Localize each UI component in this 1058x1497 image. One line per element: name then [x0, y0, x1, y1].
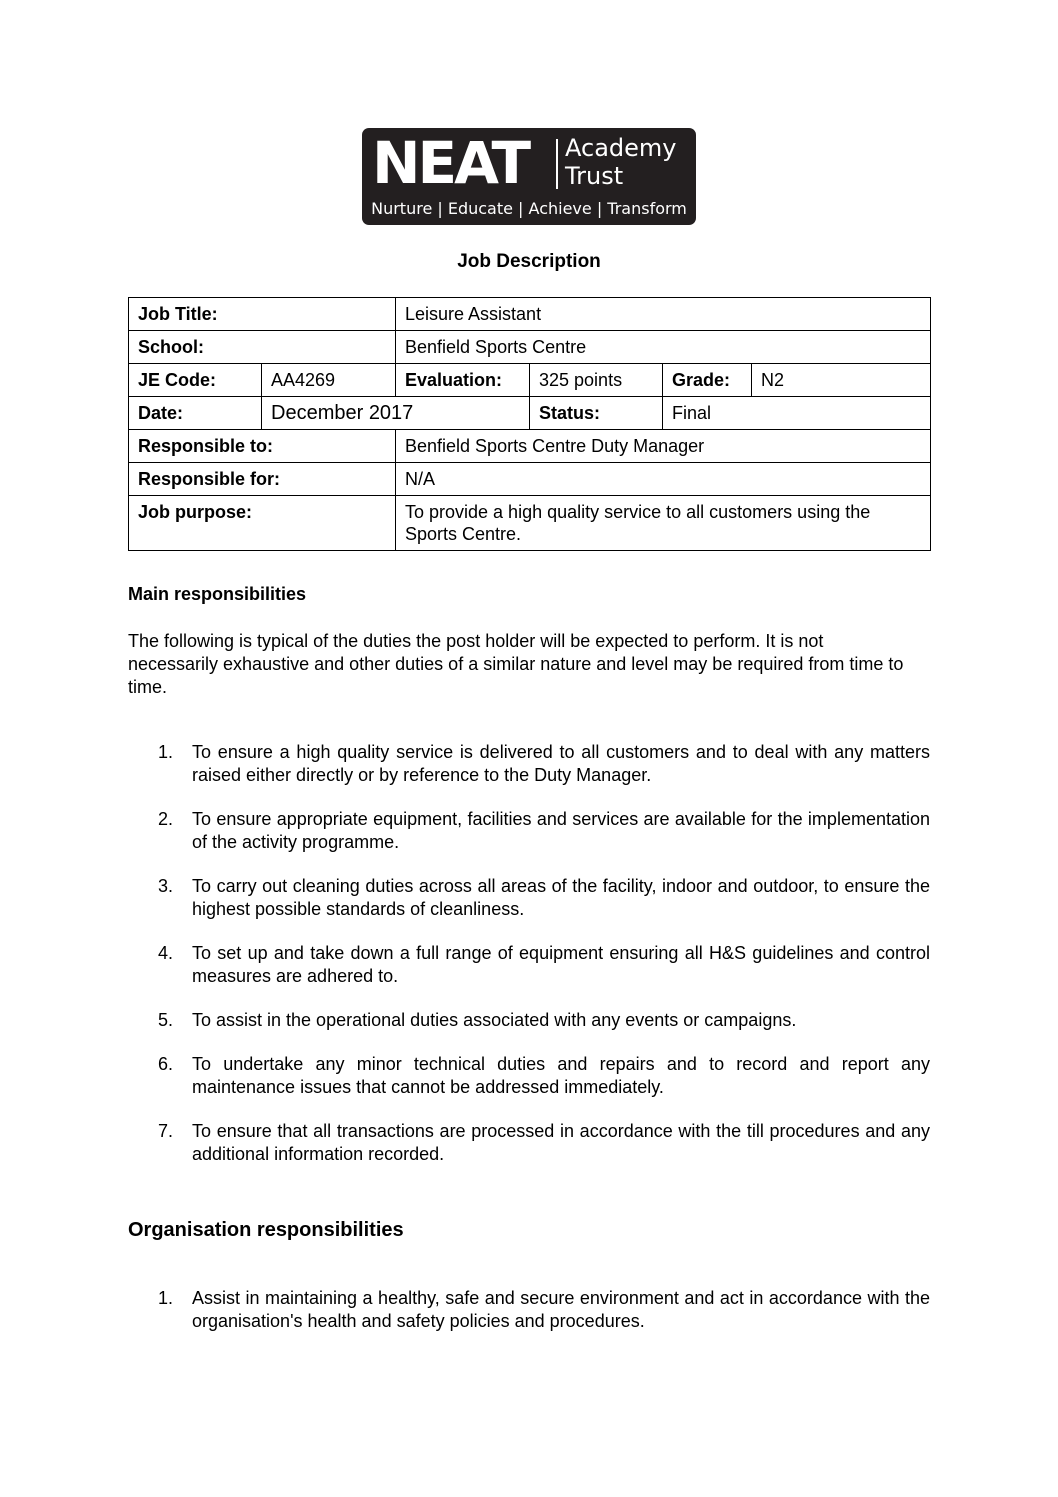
- responsible-to-label: Responsible to:: [129, 430, 396, 463]
- list-item-text: Assist in maintaining a healthy, safe and secure environment and act in accordance with the organisation's health and safety policies and procedures.: [192, 1288, 930, 1331]
- list-item: [128, 1120, 930, 1166]
- school-label: School:: [129, 331, 396, 364]
- job-purpose-value: To provide a high quality service to all customers using the Sports Centre.: [396, 496, 931, 551]
- list-item-text: To carry out cleaning duties across all areas of the facility, indoor and outdoor, to ensure the highest possible standards of cleanliness.: [192, 876, 930, 919]
- school-value: Benfield Sports Centre: [396, 331, 931, 364]
- job-purpose-label: Job purpose:: [129, 496, 396, 551]
- main-responsibilities-heading: Main responsibilities: [128, 584, 307, 604]
- list-item-text: To assist in the operational duties associated with any events or campaigns.: [192, 1010, 797, 1030]
- row-responsible-to: [129, 430, 931, 463]
- date-label: Date:: [129, 397, 262, 430]
- list-item-number: 1.: [158, 1288, 174, 1308]
- job-title-label: Job Title:: [129, 298, 396, 331]
- row-responsible-for: [129, 463, 931, 496]
- list-item: [128, 741, 930, 787]
- row-je-code: [129, 364, 931, 397]
- status-value: Final: [663, 397, 931, 430]
- list-item: [128, 1009, 930, 1032]
- evaluation-value: 325 points: [530, 364, 663, 397]
- logo-tagline: Nurture | Educate | Achieve | Transform: [371, 199, 687, 218]
- list-item: [128, 1053, 930, 1099]
- row-date: [129, 397, 931, 430]
- date-value: December 2017: [262, 397, 530, 430]
- list-item-number: 7.: [158, 1121, 174, 1141]
- list-item-text: To ensure appropriate equipment, facilities and services are available for the implementation of the activity programme.: [192, 809, 930, 852]
- responsible-for-value: N/A: [396, 463, 931, 496]
- je-code-label: JE Code:: [129, 364, 262, 397]
- document-title: Job Description: [457, 251, 601, 272]
- responsible-to-value: Benfield Sports Centre Duty Manager: [396, 430, 931, 463]
- grade-label: Grade:: [663, 364, 752, 397]
- job-info-table: [128, 297, 931, 551]
- list-item-number: 3.: [158, 876, 174, 896]
- list-item-number: 5.: [158, 1010, 174, 1030]
- list-item: [128, 875, 930, 921]
- status-label: Status:: [530, 397, 663, 430]
- list-item: [128, 942, 930, 988]
- logo-brand: NEAT: [372, 129, 529, 197]
- list-item-text: To ensure a high quality service is delivered to all customers and to deal with any matters raised either directly or by reference to the Duty Manager.: [192, 742, 930, 785]
- main-responsibilities-list: [128, 741, 930, 1166]
- evaluation-label: Evaluation:: [396, 364, 530, 397]
- list-item: [128, 808, 930, 854]
- main-responsibilities-intro: The following is typical of the duties the post holder will be expected to perform. It is not necessarily exhaustive and other duties of a similar nature and level may be required from time to time.: [128, 631, 904, 697]
- grade-value: N2: [752, 364, 931, 397]
- list-item-text: To ensure that all transactions are processed in accordance with the till procedures and any additional information recorded.: [192, 1121, 930, 1164]
- list-item: [128, 1287, 930, 1333]
- list-item-number: 4.: [158, 943, 174, 963]
- row-job-purpose: [129, 496, 931, 551]
- list-item-text: To undertake any minor technical duties and repairs and to record and report any maintenance issues that cannot be addressed immediately.: [192, 1054, 930, 1097]
- list-item-number: 6.: [158, 1054, 174, 1074]
- list-item-number: 2.: [158, 809, 174, 829]
- logo-line-academy: Academy: [565, 134, 677, 162]
- responsible-for-label: Responsible for:: [129, 463, 396, 496]
- neat-academy-trust-logo: [362, 128, 696, 225]
- list-item-text: To set up and take down a full range of equipment ensuring all H&S guidelines and control measures are adhered to.: [192, 943, 930, 986]
- row-school: [129, 331, 931, 364]
- row-job-title: [129, 298, 931, 331]
- list-item-number: 1.: [158, 742, 174, 762]
- je-code-value: AA4269: [262, 364, 396, 397]
- logo-separator: [556, 139, 558, 189]
- organisation-responsibilities-heading: Organisation responsibilities: [128, 1219, 404, 1241]
- logo-line-trust: Trust: [565, 162, 624, 190]
- job-title-value: Leisure Assistant: [396, 298, 931, 331]
- organisation-responsibilities-list: [128, 1287, 930, 1333]
